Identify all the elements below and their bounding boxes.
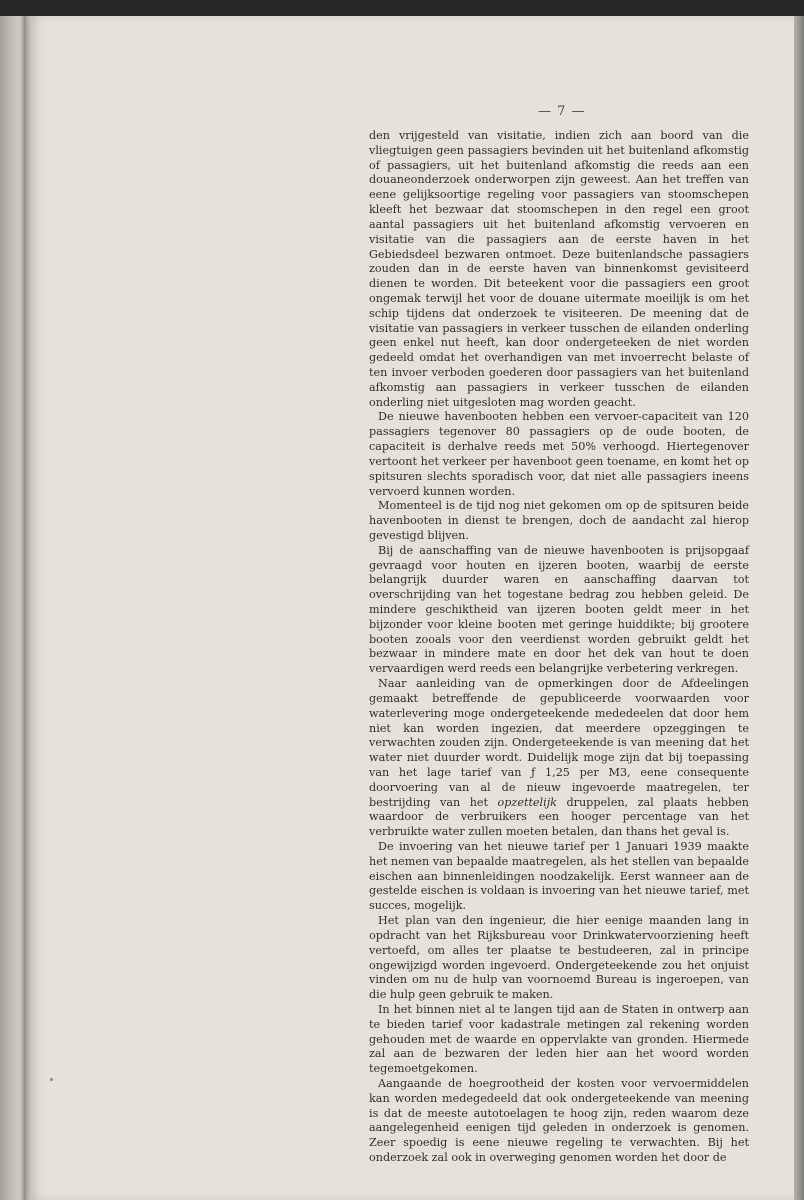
paragraph-8: In het binnen niet al te langen tijd aan de Staten in ontwerp aan te bieden tarief voor kadastrale metingen zal rekening worden gehouden met de waarde en oppervlakte van gronden. Hiermede zal aan de bezwaren der leden hier aan het woord worden tegemoetgekomen. — [369, 1002, 749, 1076]
page-number: — 7 — — [538, 104, 586, 119]
paragraph-1: den vrijgesteld van visitatie, indien zich aan boord van die vliegtuigen geen passagiers bevinden uit het buitenland afkomstig of passagiers, uit het buitenland afkomstig die reeds aan een douaneonderzoek onderworpen zijn geweest. Aan het treffen van eene gelijksoortige regeling voor passagiers van stoomschepen kleeft het bezwaar dat stoomschepen in den regel een groot aantal passagiers uit het buitenland afkomstig vervoeren en visitatie van die passagiers aan de eerste haven in het Gebiedsdeel bezwaren ontmoet. Deze buitenlandsche passagiers zouden dan in de eerste haven van binnenkomst gevisiteerd dienen te worden. Dit beteekent voor die passagiers een groot ongemak terwijl het voor de douane uitermate moeilijk is om het schip tijdens dat onderzoek te visiteeren. De meening dat de visitatie van passagiers in verkeer tusschen de eilanden onderling geen enkel nut heeft, kan door ondergeteeken de niet worden gedeeld omdat het overhandigen van met invoerrecht belaste of ten invoer verboden goederen door passagiers van het buitenland afkomstig aan passagiers in verkeer tusschen de eilanden onderling niet uitgesloten mag worden geacht. — [369, 129, 749, 409]
stray-ink-mark — [50, 1078, 53, 1081]
paragraph-5 — [369, 677, 749, 840]
paragraph-6: De invoering van het nieuwe tarief per 1 Januari 1939 maakte het nemen van bepaalde maatregelen, als het stellen van bepaalde eischen aan binnenleidingen noodzakelijk. Eerst wanneer aan de gestelde eischen is voldaan is invoering van het nieuwe tarief, met succes, mogelijk. — [369, 840, 749, 913]
paragraph-5-text-a: Naar aanleiding van de opmerkingen door de Afdeelingen gemaakt betreffende de gepubliceerde voorwaarden voor waterlevering moge ondergeteekende mededeelen dat door hem niet kan worden ingezien, dat meerdere opzeggingen te verwachten zouden zijn. Ondergeteekende is van meening dat het water niet duurder wordt. Duidelijk moge zijn dat bij toepassing van het lage tarief van ƒ 1,25 per M3, eene consequente doorvoering van al de nieuw ingevoerde maatregelen, ter bestrijding van het — [369, 677, 749, 809]
paragraph-5-text-b: druppelen, zal plaats hebben waardoor de verbruikers een hooger percentage van het verbruikte water zullen moeten betalen, dan thans het geval is. — [369, 795, 749, 839]
page-right-edge — [794, 16, 804, 1200]
emphasized-word: opzettelijk — [497, 795, 557, 809]
paragraph-9: Aangaande de hoegrootheid der kosten voor vervoermiddelen kan worden medegedeeld dat ook ondergeteekende van meening is dat de meeste autotoelagen te hoog zijn, reden waarom deze aangelegenheid eenigen tijd geleden in onderzoek is genomen. Zeer spoedig is eene nieuwe regeling te verwachten. Bij het onderzoek zal ook in overweging genomen worden het door de — [369, 1077, 749, 1165]
paragraph-7: Het plan van den ingenieur, die hier eenige maanden lang in opdracht van het Rijksbureau voor Drinkwatervoorziening heeft vertoefd, om alles ter plaatse te bestudeeren, zal in principe ongewijzigd worden ingevoerd. Ondergeteekende zou het onjuist vinden om nu de hulp van voornoemd Bureau is ingeroepen, van die hulp geen gebruik te maken. — [369, 914, 749, 1002]
book-gutter-shadow — [20, 16, 30, 1200]
paragraph-2: De nieuwe havenbooten hebben een vervoer-capaciteit van 120 passagiers tegenover 80 passagiers op de oude booten, de capaciteit is derhalve reeds met 50% verhoogd. Hiertegenover vertoont het verkeer per havenboot geen toename, en komt het op spitsuren slechts sporadisch voor, dat niet alle passagiers ineens vervoerd kunnen worden. — [369, 410, 749, 498]
paragraph-4: Bij de aanschaffing van de nieuwe havenbooten is prijsopgaaf gevraagd voor houten en ijzeren booten, waarbij de eerste belangrijk duurder waren en aanschaffing daarvan tot overschrijding van het togestane bedrag zou hebben geleid. De mindere geschiktheid van ijzeren booten geldt meer in het bijzonder voor kleine booten met geringe huiddikte; bij grootere booten zooals voor den veerdienst worden gebruikt geldt het bezwaar in mindere mate en door het dek van hout te doen vervaardigen werd reeds een belangrijke verbetering verkregen. — [369, 543, 749, 676]
paragraph-3: Momenteel is de tijd nog niet gekomen om op de spitsuren beide havenbooten in dienst te brengen, doch de aandacht zal hierop gevestigd blijven. — [369, 499, 749, 542]
body-text-column — [369, 129, 749, 1166]
scan-top-border — [0, 0, 804, 16]
